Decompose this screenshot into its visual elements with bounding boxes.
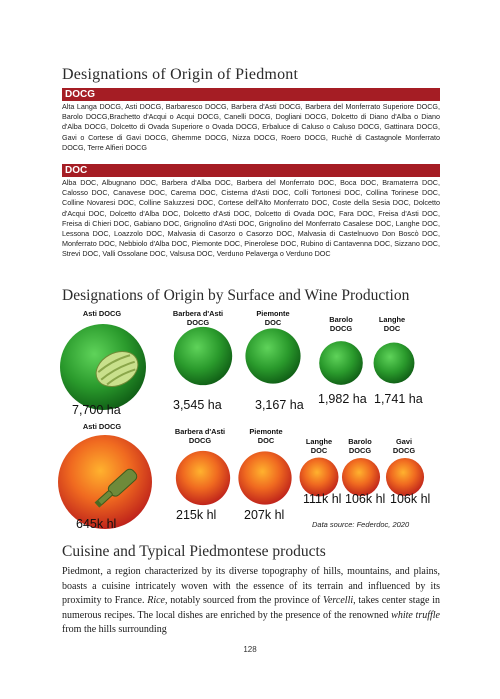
production-label-2: Barbera d'Asti DOCG (174, 427, 226, 445)
production-label-6: Gavi DOCG (392, 437, 416, 455)
surface-bubble-4 (319, 341, 363, 385)
production-bubble-5 (342, 458, 380, 496)
surface-bubble-5 (374, 343, 415, 384)
cuisine-paragraph: Piedmont, a region characterized by its diverse topography of hills, mountains, and plains, boasts a cuisine intricately woven with the essence of its terrain and influenced by its proximity to France. Rice, notably sourced from the province of Vercelli, takes center stage in numerous recipes. The local dishes are enriched by the presence of the renowned white truffle from the hills surrounding (62, 566, 440, 636)
heading-cuisine: Cuisine and Typical Piedmontese products (62, 543, 326, 560)
surface-value-4: 1,982 ha (318, 392, 367, 406)
production-bubble-6 (386, 458, 424, 496)
production-value-4: 111k hl (303, 492, 342, 506)
production-value-5: 106k hl (345, 492, 386, 506)
production-label-4: Langhe DOC (305, 437, 333, 455)
production-label-1: Asti DOCG (82, 422, 122, 431)
production-label-5: Barolo DOCG (348, 437, 372, 455)
docg-bar: DOCG (62, 88, 440, 101)
surface-bubble-2 (174, 327, 232, 385)
surface-label-3: Piemonte DOC (256, 309, 290, 327)
surface-label-2: Barbera d'Asti DOCG (172, 309, 224, 327)
surface-label-5: Langhe DOC (378, 315, 406, 333)
doc-list: Alba DOC, Albugnano DOC, Barbera d'Alba DOC, Barbera del Monferrato DOC, Boca DOC, Bramaterra DOC, Calosso DOC, Canavese DOC, Carema DOC, Cisterna d'Asti DOC, Colli Tortonesi DOC, Collina Torinese DOC, Colline Novaresi DOC, Colline Saluzzesi DOC, Cortese dell'Alto Monferrato DOC, Coste della Sesia DOC, Dolcetto d'Acqui DOC, Dolcetto d'Alba DOC, Dolcetto d'Asti DOC, Dolcetto di Ovada DOC, Fara DOC, Freisa d'Asti DOC, Freisa di Chieri DOC, Gabiano DOC, Grignolino d'Asti DOC, Grignolino del Monferrato Casalese DOC, Langhe DOC, Lessona DOC, Loazzolo DOC, Malvasia di Casorzo o Casorzo DOC, Malvasia di Castelnuovo Don Boscò DOC, Monferrato DOC, Nebbiolo d'Alba DOC, Piemonte DOC, Pinerolese DOC, Rubino di Cantavenna DOC, Sizzano DOC, Strevi DOC, Valli Ossolane DOC, Valsusa DOC, Verduno Pelaverga o Verduno DOC (62, 178, 440, 259)
surface-value-3: 3,167 ha (255, 398, 304, 412)
production-value-6: 106k hl (390, 492, 431, 506)
surface-value-5: 1,741 ha (374, 392, 423, 406)
data-source-note: Data source: Federdoc, 2020 (312, 520, 410, 529)
production-value-2: 215k hl (176, 508, 217, 522)
page-number: 128 (243, 645, 257, 654)
production-bubble-1 (58, 435, 152, 529)
heading-designations-origin: Designations of Origin of Piedmont (62, 66, 299, 83)
heading-surface-production: Designations of Origin by Surface and Wine Production (62, 287, 410, 304)
production-bubble-3 (238, 451, 291, 504)
production-bubble-4 (300, 458, 339, 497)
production-bubble-2 (176, 451, 230, 505)
docg-list: Alta Langa DOCG, Asti DOCG, Barbaresco DOCG, Barbera d'Asti DOCG, Barbera del Monferrato Superiore DOCG, Barolo DOCG,Brachetto d'Acqui o Acqui DOCG, Canelli DOCG, Dogliani DOCG, Dolcetto di Diano d'Alba o Diano d'Alba DOCG, Dolcetto di Ovada Superiore o Ovada DOCG, Erbaluce di Caluso o Caluso DOCG, Gattinara DOCG, Gavi o Cortese di Gavi DOCG, Ghemme DOCG, Nizza DOCG, Roero DOCG, Ruchè di Castagnole Monferrato DOCG, Terre Alfieri DOCG (62, 102, 440, 152)
surface-value-2: 3,545 ha (173, 398, 222, 412)
surface-bubble-3 (245, 328, 300, 383)
production-value-1: 645k hl (76, 517, 117, 531)
surface-label-4: Barolo DOCG (329, 315, 353, 333)
doc-bar: DOC (62, 164, 440, 177)
production-value-3: 207k hl (244, 508, 285, 522)
surface-value-1: 7,700 ha (72, 403, 121, 417)
production-label-3: Piemonte DOC (249, 427, 283, 445)
surface-label-1: Asti DOCG (82, 309, 122, 318)
